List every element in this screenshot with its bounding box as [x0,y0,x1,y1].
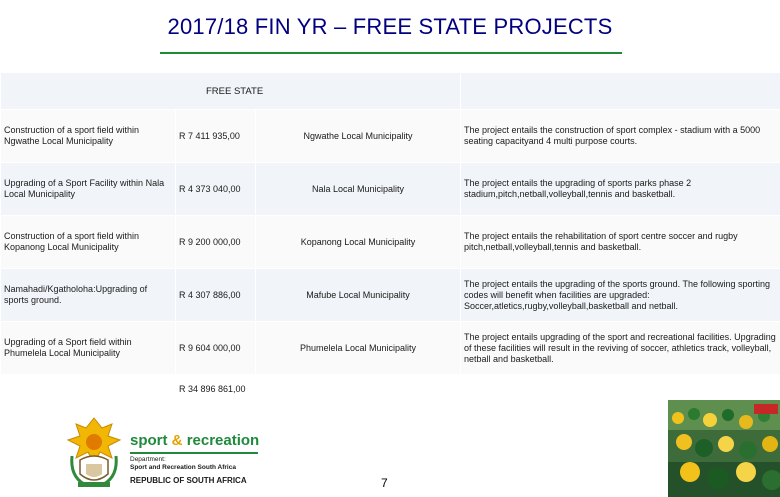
project-amount: R 7 411 935,00 [176,110,256,163]
project-description: The project entails the construction of sport complex - stadium with a 5000 seating capacityand 4 multi purpose courts. [461,110,780,163]
total-row [1,375,780,404]
project-municipality: Mafube Local Municipality [256,269,461,322]
brand-rule [130,452,258,454]
project-name: Namahadi/Kgatholoha:Upgrading of sports ground. [1,269,176,322]
header-empty-cell [461,73,780,110]
project-municipality: Kopanong Local Municipality [256,216,461,269]
table-row [1,269,780,322]
project-amount: R 9 200 000,00 [176,216,256,269]
country-name: REPUBLIC OF SOUTH AFRICA [130,476,247,485]
department-name: Sport and Recreation South Africa [130,463,236,471]
stadium-crowd-image [668,400,780,497]
region-label: FREE STATE [1,73,461,110]
title-bar [0,0,780,72]
projects-table [0,72,780,404]
table-row [1,110,780,163]
total-empty-cell [1,375,176,404]
project-municipality: Nala Local Municipality [256,163,461,216]
project-municipality: Ngwathe Local Municipality [256,110,461,163]
table-row [1,163,780,216]
table-row [1,216,780,269]
project-amount: R 4 307 886,00 [176,269,256,322]
department-block [130,456,236,471]
title-underline [160,52,622,54]
brand-name [130,432,259,449]
project-name: Upgrading of a Sport Facility within Nala Local Municipality [1,163,176,216]
department-label: Department: [130,456,166,463]
project-municipality: Phumelela Local Municipality [256,322,461,375]
table-header-row [1,73,780,110]
total-amount: R 34 896 861,00 [176,375,461,404]
project-description: The project entails the rehabilitation of sport centre soccer and rugby pitch,netball,volleyball,tennis and basketball. [461,216,780,269]
coat-of-arms-icon [66,416,122,490]
project-description: The project entails the upgrading of sports parks phase 2 stadium,pitch,netball,volleyball,tennis and basketball. [461,163,780,216]
page-number: 7 [381,476,388,490]
project-name: Construction of a sport field within Kopanong Local Municipality [1,216,176,269]
project-amount: R 9 604 000,00 [176,322,256,375]
brand-word-recreation: recreation [186,432,260,449]
project-name: Upgrading of a Sport field within Phumelela Local Municipality [1,322,176,375]
project-description: The project entails upgrading of the sport and recreational facilities. Upgrading of these facilities will result in the reviving of soccer, athletics track, volleyball, netball and basketball. [461,322,780,375]
stadium-photo [668,400,780,497]
project-amount: R 4 373 040,00 [176,163,256,216]
table-row [1,322,780,375]
brand-ampersand: & [171,432,183,449]
project-description: The project entails the upgrading of the sports ground. The following sporting codes will benefit when facilities are upgraded: Soccer,atletics,rugby,volleyball,basketball and netball. [461,269,780,322]
page-title: 2017/18 FIN YR – FREE STATE PROJECTS [167,14,613,39]
project-name: Construction of a sport field within Ngwathe Local Municipality [1,110,176,163]
brand-word-sport: sport [130,432,168,449]
